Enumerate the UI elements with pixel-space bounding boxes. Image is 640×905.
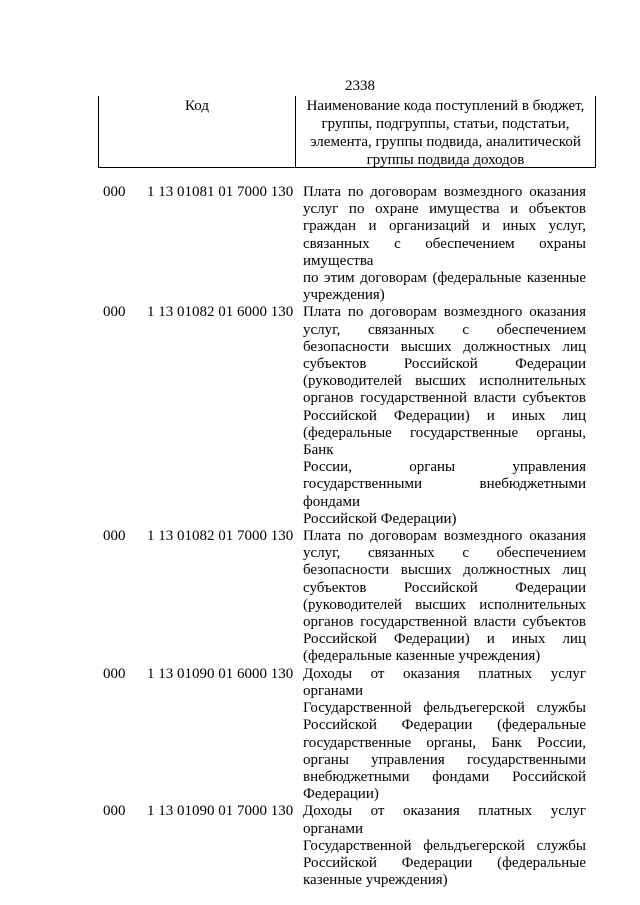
description-line: Российской Федерации (федеральные bbox=[303, 854, 586, 871]
table-header bbox=[98, 96, 596, 168]
description-line: (федеральные казенные учреждения) bbox=[303, 648, 541, 665]
description-line: Плата по договорам возмездного оказания bbox=[303, 184, 586, 200]
description-line: органов государственной власти субъектов bbox=[303, 390, 586, 407]
description-line: безопасности высших должностных лиц bbox=[303, 562, 586, 579]
revenue-description bbox=[303, 304, 586, 528]
description-line: Государственной фельдъегерской службы bbox=[303, 700, 586, 717]
description-line: казенные учреждения) bbox=[303, 872, 448, 889]
description-line: (федеральные государственные органы, Банк bbox=[303, 424, 586, 459]
description-line: субъектов Российской Федерации bbox=[303, 579, 586, 596]
description-line: связанных с обеспечением охраны имущества bbox=[303, 235, 586, 269]
admin-code: 000 bbox=[103, 304, 126, 321]
table-row bbox=[0, 184, 640, 304]
description-line: по этим договорам (федеральные казенные bbox=[303, 270, 586, 287]
table-row bbox=[0, 304, 640, 528]
description-line: Доходы от оказания платных услуг органами bbox=[303, 803, 586, 837]
revenue-code: 1 13 01090 01 7000 130 bbox=[147, 803, 294, 820]
admin-code: 000 bbox=[103, 528, 126, 545]
revenue-description bbox=[303, 184, 586, 304]
description-line: государственные органы, Банк России, bbox=[303, 734, 586, 751]
revenue-description bbox=[303, 803, 586, 889]
revenue-code: 1 13 01082 01 7000 130 bbox=[147, 528, 294, 545]
description-line: внебюджетными фондами Российской bbox=[303, 768, 586, 785]
admin-code: 000 bbox=[103, 184, 126, 200]
revenue-code: 1 13 01082 01 6000 130 bbox=[147, 304, 294, 321]
table-row bbox=[0, 528, 640, 666]
description-line: Российской Федерации) bbox=[303, 510, 457, 527]
description-line: субъектов Российской Федерации bbox=[303, 356, 586, 373]
revenue-description bbox=[303, 666, 586, 804]
admin-code: 000 bbox=[103, 803, 126, 820]
description-line: органов государственной власти субъектов bbox=[303, 614, 586, 631]
description-line: органы управления государственными bbox=[303, 751, 586, 768]
table-body bbox=[0, 184, 640, 889]
description-line: граждан и организаций и иных услуг, bbox=[303, 218, 586, 235]
table-row bbox=[0, 666, 640, 804]
description-line: безопасности высших должностных лиц bbox=[303, 338, 586, 355]
description-line: услуг по охране имущества и объектов bbox=[303, 201, 586, 218]
revenue-code: 1 13 01081 01 7000 130 bbox=[147, 184, 294, 200]
header-name-column: Наименование кода поступлений в бюджет, группы, подгруппы, статьи, подстатьи, элемента, группы подвида, аналитической группы подвида доходов bbox=[306, 98, 585, 168]
description-line: Доходы от оказания платных услуг органами bbox=[303, 665, 586, 699]
description-line: Плата по договорам возмездного оказания bbox=[303, 304, 586, 321]
description-line: услуг, связанных с обеспечением bbox=[303, 545, 586, 562]
description-line: Российской Федерации) и иных лиц bbox=[303, 407, 586, 424]
description-line: услуг, связанных с обеспечением bbox=[303, 321, 586, 338]
description-line: Государственной фельдъегерской службы bbox=[303, 837, 586, 854]
description-line: учреждения) bbox=[303, 287, 385, 304]
revenue-description bbox=[303, 528, 586, 666]
description-line: Российской Федерации (федеральные bbox=[303, 717, 586, 734]
table-row bbox=[0, 803, 640, 889]
description-line: Плата по договорам возмездного оказания bbox=[303, 528, 586, 545]
header-code-column: Код bbox=[99, 96, 296, 167]
description-line: Федерации) bbox=[303, 786, 379, 803]
description-line: государственными внебюджетными фондами bbox=[303, 476, 586, 510]
admin-code: 000 bbox=[103, 665, 126, 682]
page-number: 2338 bbox=[345, 78, 375, 94]
description-line: России, органы управления bbox=[303, 459, 586, 476]
revenue-code: 1 13 01090 01 6000 130 bbox=[147, 665, 294, 682]
description-line: (руководителей высших исполнительных bbox=[303, 373, 586, 390]
description-line: (руководителей высших исполнительных bbox=[303, 596, 586, 613]
description-line: Российской Федерации) и иных лиц bbox=[303, 631, 586, 648]
